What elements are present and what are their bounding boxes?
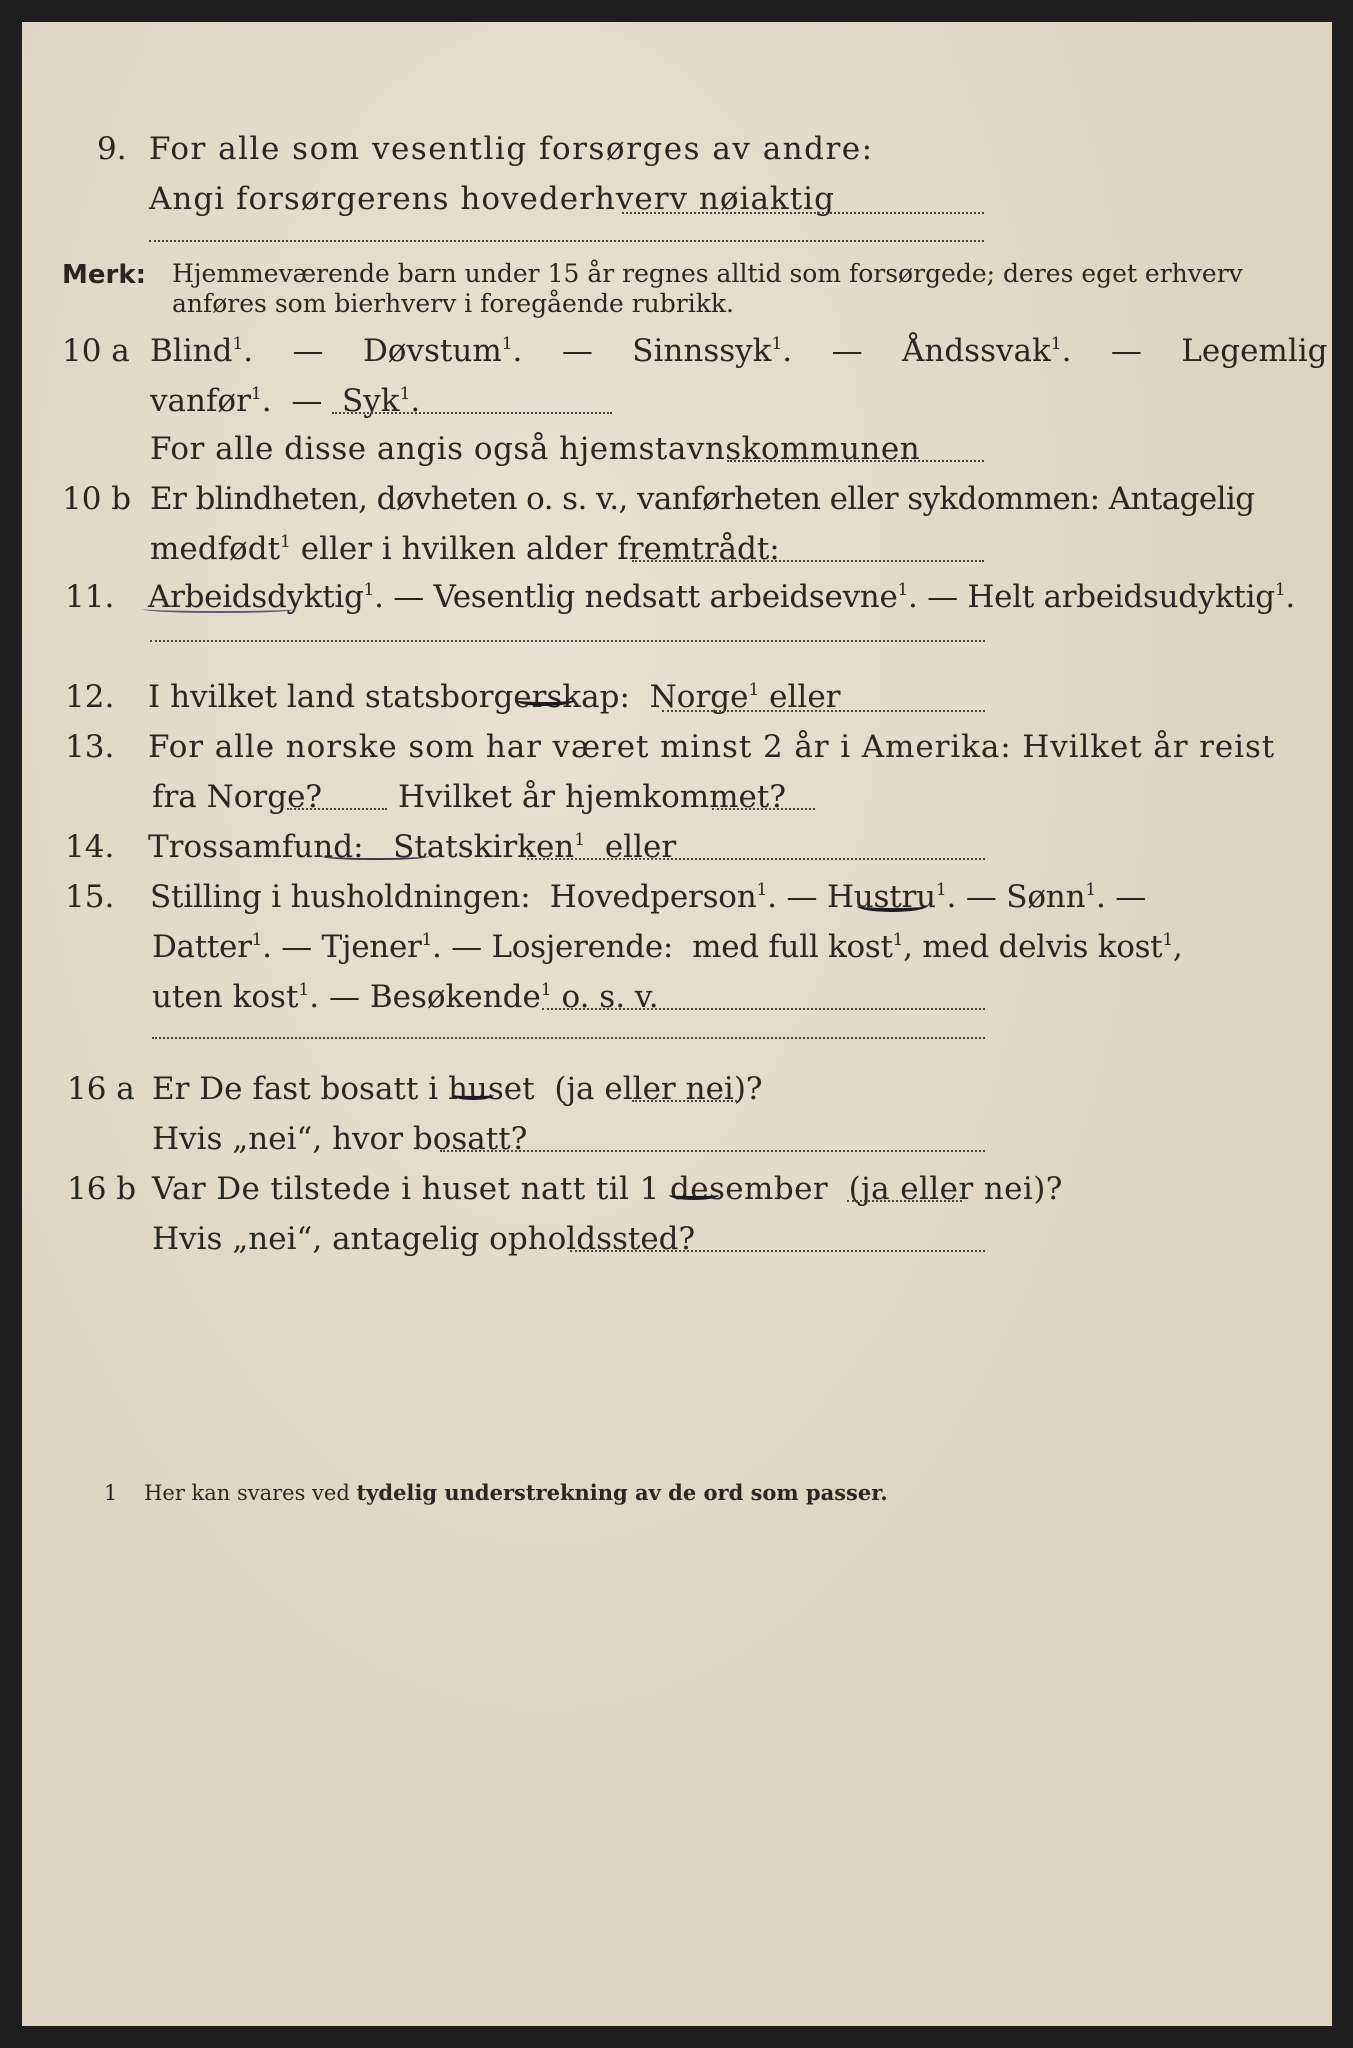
option-andssvak[interactable]: Åndssvak$^1$. — [901, 333, 1072, 369]
option-full-kost[interactable]: med full kost$^1$, — [692, 929, 913, 965]
q11-line: Arbeidsdyktig$^1$. — Vesentlig nedsatt arbeidsevne$^1$. — Helt arbeidsudyktig$^1$. — [148, 579, 1295, 615]
q10b-line-2: medfødt$^1$ eller i hvilken alder fremtrådt: — [150, 531, 780, 567]
option-uten-kost[interactable]: uten kost$^1$. — [152, 979, 320, 1015]
q11-answer-field[interactable] — [150, 640, 985, 642]
ink-underline-sonn — [857, 900, 927, 912]
q12-answer-field[interactable] — [662, 710, 985, 712]
option-tjener[interactable]: Tjener$^1$. — [321, 929, 442, 965]
option-hovedperson[interactable]: Hovedperson$^1$. — [549, 879, 777, 915]
option-besokende[interactable]: Besøkende$^1$ — [369, 979, 552, 1015]
option-nedsatt-arbeidsevne[interactable]: Vesentlig nedsatt arbeidsevne$^1$. — [433, 579, 918, 615]
q12-number: 12. — [65, 679, 115, 715]
q16a-answer-field[interactable] — [632, 1100, 737, 1102]
q16a-number: 16 a — [67, 1071, 135, 1107]
option-vanfor[interactable]: vanfør$^1$. — [150, 383, 272, 419]
option-arbeidsudyktig[interactable]: Helt arbeidsudyktig$^1$. — [967, 579, 1295, 615]
option-delvis-kost[interactable]: med delvis kost$^1$, — [922, 929, 1183, 965]
q9-number: 9. — [97, 131, 127, 167]
ink-underline-ja-16a — [452, 1090, 494, 1100]
q11-number: 11. — [65, 579, 115, 615]
hjemstavnskommune-field[interactable] — [727, 460, 984, 462]
q15-line-1: Stilling i husholdningen: Hovedperson$^1$. — Hustru$^1$. — Sønn$^1$. — — [150, 879, 1147, 915]
q16a-bosatt-field[interactable] — [440, 1150, 985, 1152]
q13-line-1: For alle norske som har været minst 2 år i Amerika: Hvilket år reist — [148, 729, 1276, 765]
q12-line: I hvilket land statsborgerskap: Norge$^1$ eller — [148, 679, 841, 715]
option-sonn[interactable]: Sønn$^1$. — [1006, 879, 1106, 915]
option-dovstum[interactable]: Døvstum$^1$. — [362, 333, 523, 369]
q16a-line-2: Hvis „nei“, hvor bosatt? — [152, 1121, 528, 1157]
q14-line: Trossamfund: Statskirken$^1$ eller — [148, 829, 677, 865]
q9-answer-field-2[interactable] — [149, 240, 984, 242]
ink-underline-norge — [515, 694, 575, 706]
q15-answer-field-2[interactable] — [152, 1037, 985, 1039]
q13-fra-norge: fra Norge? — [152, 779, 323, 815]
pencil-underline-arbeidsdyktig — [142, 605, 297, 613]
q15-answer-field[interactable] — [542, 1008, 985, 1010]
q14-answer-field[interactable] — [527, 858, 985, 860]
q15-line-2: Datter$^1$. — Tjener$^1$. — Losjerende: med full kost$^1$, med delvis kost$^1$, — [152, 929, 1183, 965]
option-statskirken[interactable]: Statskirken$^1$ — [393, 829, 586, 865]
q16a-line-1: Er De fast bosatt i huset (ja eller nei)? — [152, 1071, 763, 1107]
option-arbeidsdyktig[interactable]: Arbeidsdyktig$^1$. — [148, 579, 384, 615]
q10a-line-1: Blind$^1$. — Døvstum$^1$. — Sinnssyk$^1$. — Åndssvak$^1$. — Legemlig — [150, 333, 1328, 369]
option-legemlig[interactable]: Legemlig — [1181, 333, 1328, 369]
q15-line-3: uten kost$^1$. — Besøkende$^1$ o. s. v. — [152, 979, 659, 1015]
q10b-number: 10 b — [62, 481, 132, 517]
q10a-answer-field[interactable] — [332, 412, 612, 414]
census-form-page — [22, 22, 1332, 2026]
footnote: 1 Her kan svares ved tydelig understrekning av de ord som passer. — [104, 1480, 888, 1505]
q15-number: 15. — [65, 879, 115, 915]
option-sinnssyk[interactable]: Sinnssyk$^1$. — [632, 333, 793, 369]
q14-number: 14. — [65, 829, 115, 865]
q13-hjemkommet: Hvilket år hjemkommet? — [398, 779, 786, 815]
ink-underline-statskirken — [320, 852, 430, 860]
q16b-number: 16 b — [67, 1171, 137, 1207]
merk-label: Merk: — [62, 260, 147, 290]
option-blind[interactable]: Blind$^1$. — [150, 333, 254, 369]
q10a-line-3: For alle disse angis også hjemstavnskommunen — [150, 431, 921, 467]
q16b-line-2: Hvis „nei“, antagelig opholdssted? — [152, 1221, 696, 1257]
option-ja-16a[interactable]: (ja — [554, 1071, 595, 1107]
merk-line-2: anføres som bierhverv i foregående rubrikk. — [172, 289, 734, 318]
merk-line-1: Hjemmeværende barn under 15 år regnes alltid som forsørgede; deres eget erhverv — [172, 259, 1243, 288]
ink-underline-ja-16b — [669, 1190, 719, 1200]
q10a-number: 10 a — [62, 333, 130, 369]
q10a-line-2: vanfør$^1$. — Syk$^1$. — [150, 383, 421, 419]
option-hustru[interactable]: Hustru$^1$. — [826, 879, 957, 915]
option-datter[interactable]: Datter$^1$. — [152, 929, 272, 965]
q16b-line-1: Var De tilstede i huset natt til 1 desember (ja eller nei)? — [152, 1171, 1063, 1207]
option-norge[interactable]: Norge$^1$ — [649, 679, 760, 715]
q9-label: Angi forsørgerens hovederhverv nøiaktig — [149, 181, 835, 217]
reist-year-field[interactable] — [287, 808, 387, 810]
q16b-opholdssted-field[interactable] — [570, 1250, 985, 1252]
hjemkommet-year-field[interactable] — [712, 808, 815, 810]
option-syk[interactable]: Syk$^1$. — [342, 383, 421, 419]
q9-answer-field[interactable] — [622, 212, 984, 214]
q10b-line-1: Er blindheten, døvheten o. s. v., vanførheten eller sykdommen: Antagelig — [150, 481, 1255, 517]
option-ja-16b[interactable]: (ja — [848, 1171, 890, 1207]
q10b-answer-field[interactable] — [632, 560, 984, 562]
q16b-answer-field[interactable] — [847, 1200, 962, 1202]
option-medfodt[interactable]: medfødt$^1$ — [150, 531, 291, 567]
q13-number: 13. — [65, 729, 115, 765]
q9-question: For alle som vesentlig forsørges av andre: — [149, 131, 874, 167]
